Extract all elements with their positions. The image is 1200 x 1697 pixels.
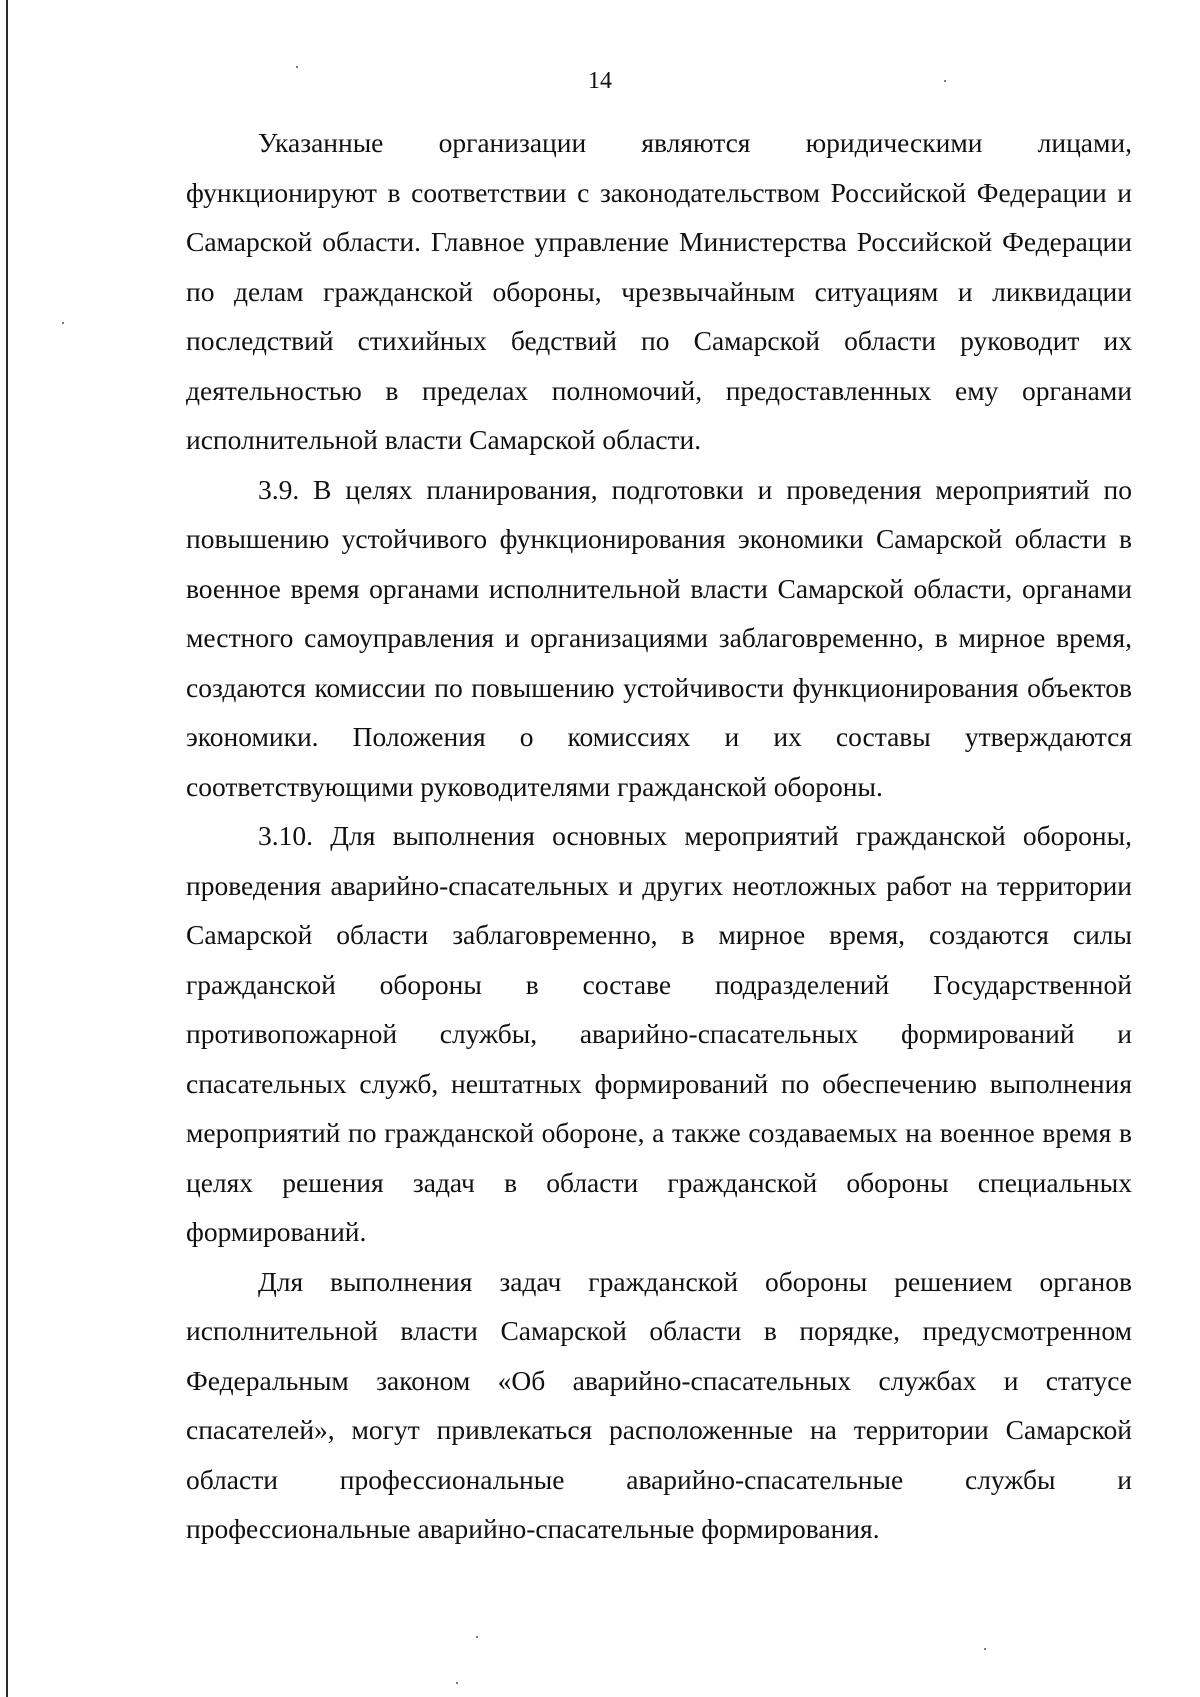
scan-speck	[944, 80, 946, 82]
scan-speck	[984, 1648, 986, 1650]
scan-speck	[296, 66, 298, 68]
document-body	[186, 118, 1132, 1554]
scan-speck	[456, 1682, 458, 1684]
paragraph-3-9: 3.9. В целях планирования, подготовки и проведения мероприятий по повышению устойчивого функционирования экономики Самарской области в военное время органами исполнительной власти Самарской области, органами местного самоуправления и организациями заблаговременно, в мирное время, создаются комиссии по повышению устойчивости функционирования объектов экономики. Положения о комиссиях и их составы утверждаются соответствующими руководителями гражданской обороны.	[186, 473, 1132, 802]
scan-left-edge	[6, 0, 8, 1697]
scan-speck	[476, 1636, 478, 1638]
paragraph-organizations: Указанные организации являются юридическими лицами, функционируют в соответствии с законодательством Российской Федерации и Самарской области. Главное управление Министерства Российской Федерации по делам гражданской обороны, чрезвычайным ситуациям и ликвидации последствий стихийных бедствий по Самарской области руководит их деятельностью в пределах полномочий, предоставленных ему органами исполнительной власти Самарской области.	[186, 127, 1132, 455]
paragraph-rescue-services: Для выполнения задач гражданской обороны решением органов исполнительной власти Самарской области в порядке, предусмотренном Федеральным законом «Об аварийно-спасательных службах и статусе спасателей», могут привлекаться расположенные на территории Самарской области профессиональные аварийно-спасательные службы и профессиональные аварийно-спасательные формирования.	[186, 1265, 1132, 1544]
paragraph-3-10: 3.10. Для выполнения основных мероприятий гражданской обороны, проведения аварийно-спасательных и других неотложных работ на территории Самарской области заблаговременно, в мирное время, создаются силы гражданской обороны в составе подразделений Государственной противопожарной службы, аварийно-спасательных формирований и спасательных служб, нештатных формирований по обеспечению выполнения мероприятий по гражданской обороне, а также создаваемых на военное время в целях решения задач в области гражданской обороны специальных формирований.	[186, 820, 1132, 1247]
scan-speck	[62, 322, 64, 324]
page-number: 14	[588, 68, 612, 94]
